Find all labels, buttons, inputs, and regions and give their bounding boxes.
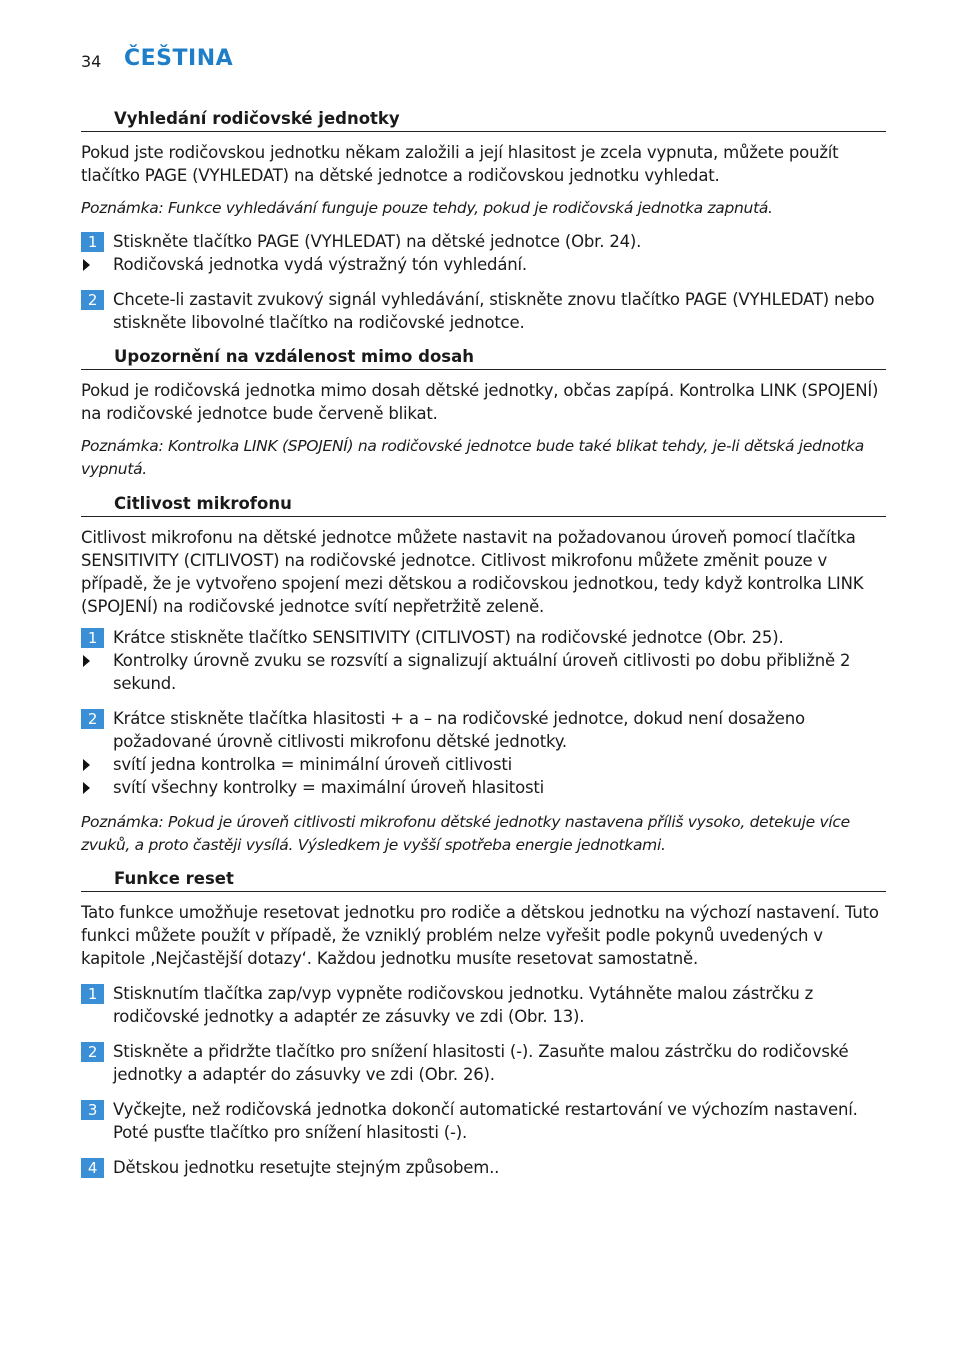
bullet-item bbox=[81, 649, 886, 695]
bullet-arrow-icon bbox=[83, 655, 90, 667]
section-out-of-range bbox=[81, 345, 886, 481]
step-number: 1 bbox=[81, 628, 104, 648]
step-item bbox=[81, 707, 886, 753]
section-note: Poznámka: Pokud je úroveň citlivosti mikrofonu dětské jednotky nastavena příliš vysoko, detekuje více zvuků, a proto častěji vysílá. Výsledkem je vyšší spotřeba energie jednotkami. bbox=[81, 813, 850, 854]
bullet-arrow-icon bbox=[83, 759, 90, 771]
bullet-text: svítí všechny kontrolky = maximální úroveň hlasitosti bbox=[113, 778, 545, 797]
section-note: Poznámka: Kontrolka LINK (SPOJENÍ) na rodičovské jednotce bude také blikat tehdy, je-li dětská jednotka vypnutá. bbox=[81, 437, 864, 478]
section-reset bbox=[81, 867, 886, 1179]
section-paragraph: Pokud jste rodičovskou jednotku někam založili a její hlasitost je zcela vypnuta, můžete použít tlačítko PAGE (VYHLEDAT) na dětské jednotce a rodičovskou jednotku vyhledat. bbox=[81, 143, 839, 185]
bullet-arrow-icon bbox=[83, 259, 90, 271]
section-title: Upozornění na vzdálenost mimo dosah bbox=[81, 345, 886, 370]
step-item bbox=[81, 1040, 886, 1086]
step-item bbox=[81, 626, 886, 649]
step-text: Vyčkejte, než rodičovská jednotka dokončí automatické restartování ve výchozím nastavení. Poté pusťte tlačítko pro snížení hlasitosti (-). bbox=[113, 1100, 858, 1142]
section-paragraph: Tato funkce umožňuje resetovat jednotku pro rodiče a dětskou jednotku na výchozí nastavení. Tuto funkci můžete použít v případě, že vzniklý problém nelze vyřešit podle pokynů uvedených v kapitole ‚Nejčastější dotazy‘. Každou jednotku musíte resetovat samostatně. bbox=[81, 903, 879, 968]
step-item bbox=[81, 288, 886, 334]
step-text: Chcete-li zastavit zvukový signál vyhledávání, stiskněte znovu tlačítko PAGE (VYHLEDAT) nebo stiskněte libovolné tlačítko na rodičovské jednotce. bbox=[113, 290, 875, 332]
section-page-search bbox=[81, 107, 886, 334]
step-number: 2 bbox=[81, 709, 104, 729]
section-title: Citlivost mikrofonu bbox=[81, 492, 886, 517]
step-number: 1 bbox=[81, 232, 104, 252]
step-text: Stisknutím tlačítka zap/vyp vypněte rodičovskou jednotku. Vytáhněte malou zástrčku z rodičovské jednotky a adaptér ze zásuvky ve zdi (Obr. 13). bbox=[113, 984, 814, 1026]
bullet-text: Kontrolky úrovně zvuku se rozsvítí a signalizují aktuální úroveň citlivosti po dobu přibližně 2 sekund. bbox=[113, 651, 851, 693]
step-item bbox=[81, 230, 886, 253]
step-text: Dětskou jednotku resetujte stejným způsobem.. bbox=[113, 1158, 500, 1177]
step-number: 2 bbox=[81, 290, 104, 310]
step-item bbox=[81, 1098, 886, 1144]
bullet-item bbox=[81, 776, 886, 799]
step-item bbox=[81, 982, 886, 1028]
step-number: 1 bbox=[81, 984, 104, 1004]
section-note: Poznámka: Funkce vyhledávání funguje pouze tehdy, pokud je rodičovská jednotka zapnutá. bbox=[81, 199, 773, 217]
page-number: 34 bbox=[81, 52, 102, 71]
step-number: 2 bbox=[81, 1042, 104, 1062]
step-number: 4 bbox=[81, 1158, 104, 1178]
step-text: Krátce stiskněte tlačítka hlasitosti + a – na rodičovské jednotce, dokud není dosaženo požadované úrovně citlivosti mikrofonu dětské jednotky. bbox=[113, 709, 805, 751]
step-item bbox=[81, 1156, 886, 1179]
section-title: Vyhledání rodičovské jednotky bbox=[81, 107, 886, 132]
bullet-arrow-icon bbox=[83, 782, 90, 794]
step-text: Stiskněte a přidržte tlačítko pro snížení hlasitosti (-). Zasuňte malou zástrčku do rodičovské jednotky a adaptér do zásuvky ve zdi (Obr. 26). bbox=[113, 1042, 849, 1084]
section-paragraph: Pokud je rodičovská jednotka mimo dosah dětské jednotky, občas zapípá. Kontrolka LINK (SPOJENÍ) na rodičovské jednotce bude červeně blikat. bbox=[81, 381, 879, 423]
bullet-item bbox=[81, 253, 886, 276]
step-number: 3 bbox=[81, 1100, 104, 1120]
section-mic-sensitivity bbox=[81, 492, 886, 857]
bullet-item bbox=[81, 753, 886, 776]
step-text: Stiskněte tlačítko PAGE (VYHLEDAT) na dětské jednotce (Obr. 24). bbox=[113, 232, 642, 251]
language-heading: ČEŠTINA bbox=[124, 46, 234, 71]
section-title: Funkce reset bbox=[81, 867, 886, 892]
bullet-text: Rodičovská jednotka vydá výstražný tón vyhledání. bbox=[113, 255, 527, 274]
section-paragraph: Citlivost mikrofonu na dětské jednotce můžete nastavit na požadovanou úroveň pomocí tlačítka SENSITIVITY (CITLIVOST) na rodičovské jednotce. Citlivost mikrofonu můžete změnit pouze v případě, že je vytvořeno spojení mezi dětskou a rodičovskou jednotkou, tedy když kontrolka LINK (SPOJENÍ) na rodičovské jednotce svítí nepřetržitě zeleně. bbox=[81, 528, 864, 616]
bullet-text: svítí jedna kontrolka = minimální úroveň citlivosti bbox=[113, 755, 512, 774]
step-text: Krátce stiskněte tlačítko SENSITIVITY (CITLIVOST) na rodičovské jednotce (Obr. 25). bbox=[113, 628, 784, 647]
